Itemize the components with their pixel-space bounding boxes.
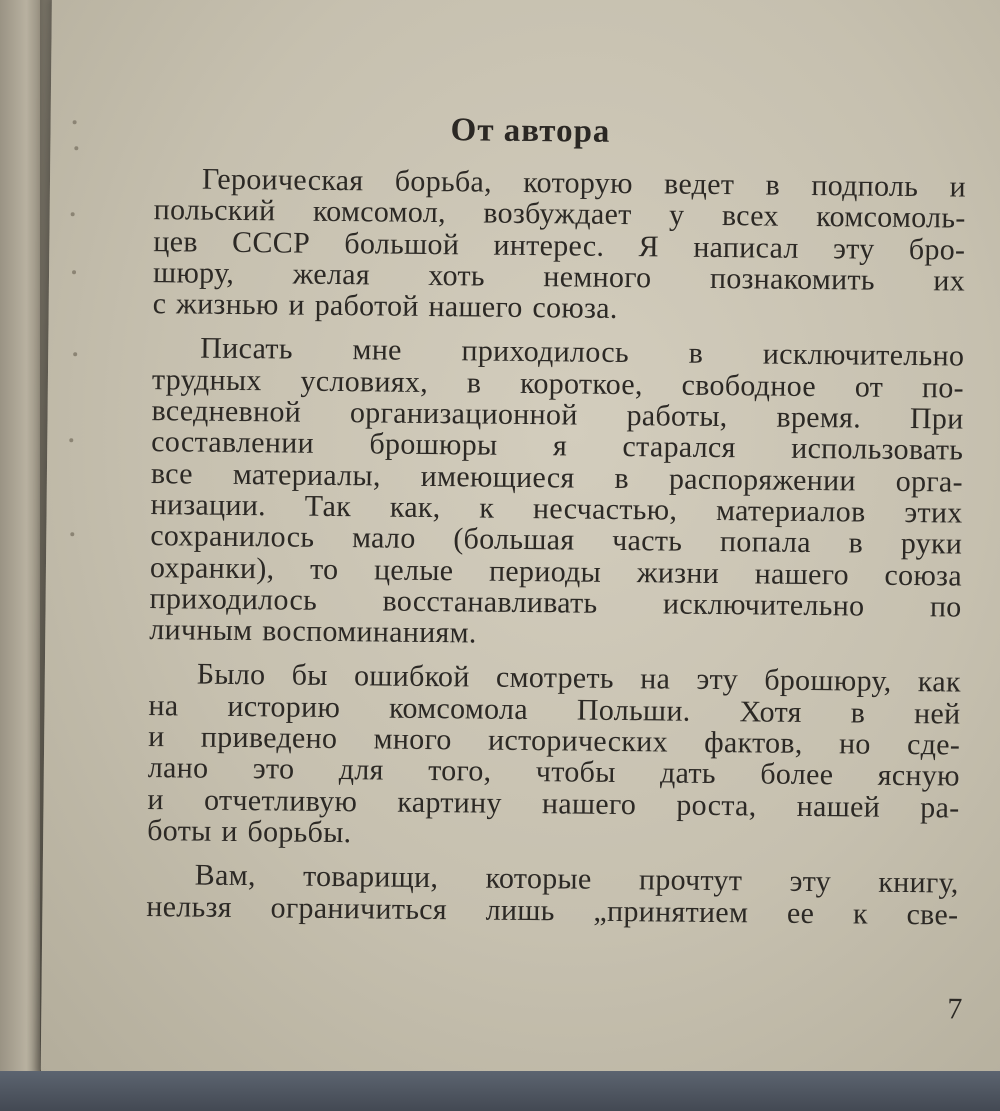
text-line: Писать мне приходилось в исключительно [200, 332, 965, 374]
text-line: Было бы ошибкой смотреть на эту брошюру, как [196, 658, 961, 700]
stitch-mark [73, 352, 77, 356]
stitch-mark [72, 270, 76, 274]
text-line: польский комсомол, возбуждает у всех комсомоль- [153, 193, 966, 235]
left-page-edge [0, 0, 44, 1111]
text-line: Вам, товарищи, которые прочтут эту книгу, [194, 858, 959, 900]
text-line: охранки), то целые периоды жизни нашего союза [149, 550, 963, 593]
text-line: шюру, желая хоть немного познакомить их [152, 255, 966, 298]
table-surface [0, 1071, 1000, 1111]
page-number: 7 [947, 992, 963, 1026]
paragraph [147, 659, 961, 855]
text-line: трудных условиях, в короткое, свободное от по- [151, 362, 965, 405]
stitch-mark [69, 438, 73, 442]
text-line: лано это для того, чтобы дать более ясную [147, 751, 960, 793]
body-text [146, 163, 966, 943]
text-line: боты и борьбы. [147, 813, 352, 850]
stitch-mark [71, 212, 75, 216]
text-line: Героическая борьба, которую ведет в подполь и [201, 162, 967, 204]
text-line: все материалы, имеющиеся в распоряжении орга- [150, 456, 964, 499]
stitch-mark [74, 146, 78, 150]
text-line: и отчетливую картину нашего роста, нашей ра- [147, 782, 960, 825]
text-line: составлении брошюры я старался использовать [151, 425, 964, 467]
paragraph [149, 333, 964, 654]
text-line: цев СССР большой интерес. Я написал эту бро- [153, 224, 966, 267]
text-line: сохранилось мало (большая часть попала в руки [150, 519, 963, 561]
stitch-mark [70, 532, 74, 536]
text-line: нельзя ограничиться лишь „принятием ее к све- [146, 889, 959, 932]
text-line: с жизнью и работой нашего союза. [152, 287, 618, 326]
book-page [41, 0, 1000, 1085]
text-line: личным воспоминаниям. [149, 613, 477, 650]
text-line: низации. Так как, к несчастью, материалов этих [150, 488, 963, 530]
text-line: приходилось восстанавливать исключительно по [149, 581, 962, 624]
paragraph [153, 163, 967, 328]
text-line: вседневной организационной работы, время. При [151, 394, 964, 436]
paragraph [146, 859, 959, 930]
text-line: и приведено много исторических фактов, но сде- [148, 720, 961, 762]
text-line: на историю комсомола Польши. Хотя в ней [148, 688, 961, 731]
binding-stitch-marks [64, 120, 82, 540]
page-title: От автора [450, 112, 611, 150]
